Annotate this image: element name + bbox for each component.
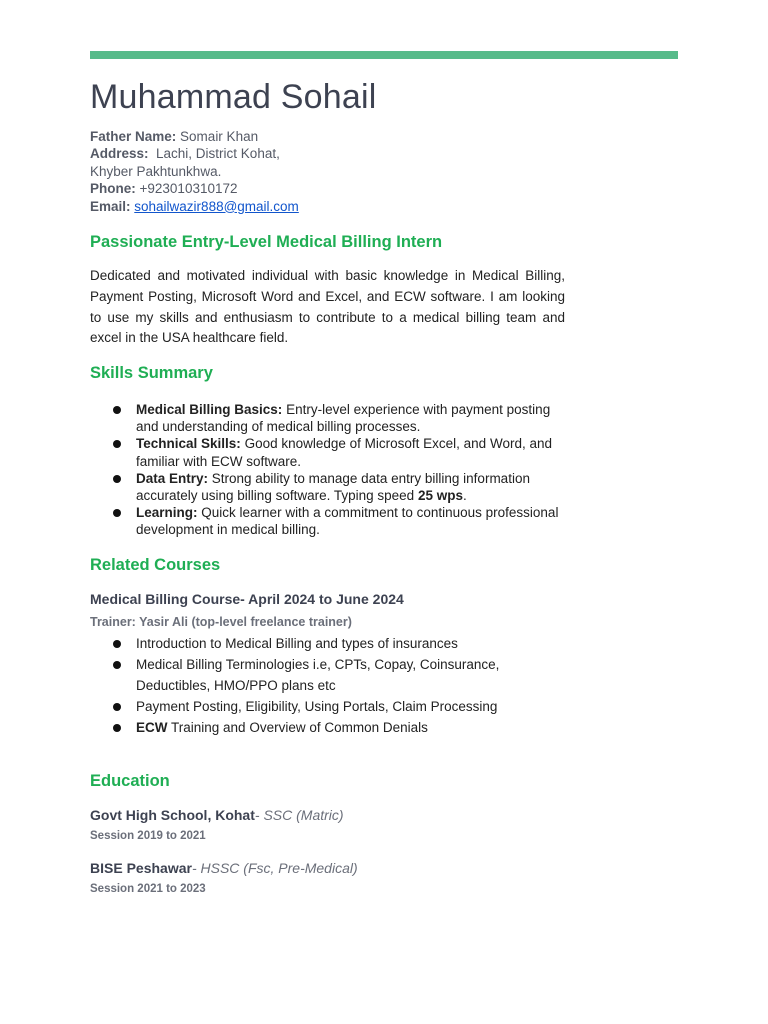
bullet-icon	[113, 509, 121, 517]
course-topics-list	[90, 633, 570, 738]
skills-heading: Skills Summary	[90, 364, 213, 382]
bullet-icon	[113, 661, 121, 669]
school-name: Govt High School, Kohat	[90, 807, 255, 823]
phone-value: +923010310172	[139, 181, 238, 197]
skill-text: Good knowledge of Microsoft Excel, and Word, and familiar with ECW software.	[136, 436, 552, 469]
bullet-icon	[113, 440, 121, 448]
list-item	[90, 504, 570, 538]
email-label: Email:	[90, 198, 131, 214]
skill-label: Technical Skills:	[136, 436, 241, 452]
skill-label: Medical Billing Basics:	[136, 402, 283, 417]
candidate-name: Muhammad Sohail	[90, 78, 377, 116]
header-accent-bar	[90, 51, 678, 59]
education-session-2: Session 2021 to 2023	[90, 883, 206, 895]
course-topic: Introduction to Medical Billing and types of insurances	[136, 636, 458, 651]
address-line1: Lachi, District Kohat,	[156, 146, 280, 162]
school-name: BISE Peshawar	[90, 860, 192, 876]
education-entry-1	[90, 807, 344, 823]
course-topic: Payment Posting, Eligibility, Using Portals, Claim Processing	[136, 699, 498, 714]
education-entry-2	[90, 860, 358, 876]
list-item	[90, 470, 570, 504]
skill-label: Learning:	[136, 505, 198, 521]
skill-text: Strong ability to manage data entry billing information accurately using billing software. Typing speed	[136, 470, 530, 504]
degree-separator: -	[254, 807, 264, 823]
objective-text: Dedicated and motivated individual with basic knowledge in Medical Billing, Payment Posting, Microsoft Word and Excel, and ECW software. I am looking to use my skills and enthusiasm to contribute to a medical billing team and excel in the USA healthcare field.	[90, 268, 565, 346]
course-topic: Training and Overview of Common Denials	[171, 720, 428, 735]
courses-heading: Related Courses	[90, 556, 221, 574]
skill-text: Entry-level experience with payment posting and understanding of medical billing processes.	[136, 402, 551, 435]
address-line2: Khyber Pakhtunkhwa.	[90, 163, 222, 179]
bullet-icon	[113, 703, 121, 711]
list-item	[90, 717, 570, 738]
contact-block	[90, 128, 299, 215]
father-name-label: Father Name:	[90, 129, 177, 144]
course-topic-label: ECW	[136, 720, 168, 735]
objective-heading: Passionate Entry-Level Medical Billing Intern	[90, 233, 443, 251]
address-row	[90, 145, 299, 162]
phone-row	[90, 180, 299, 197]
father-name-value: Somair Khan	[180, 129, 259, 144]
address-label: Address:	[90, 146, 149, 162]
course-trainer: Trainer: Yasir Ali (top-level freelance trainer)	[90, 615, 352, 629]
course-title: Medical Billing Course- April 2024 to June 2024	[90, 591, 404, 607]
email-link[interactable]: sohailwazir888@gmail.com	[134, 198, 299, 214]
list-item	[90, 696, 570, 717]
bullet-icon	[113, 406, 121, 414]
bullet-icon	[113, 724, 121, 732]
list-item	[90, 654, 570, 696]
list-item	[90, 435, 570, 469]
education-heading: Education	[90, 772, 170, 790]
father-name-row	[90, 128, 299, 145]
bullet-icon	[113, 640, 121, 648]
list-item	[90, 633, 570, 654]
skills-list	[90, 401, 570, 539]
bullet-icon	[113, 475, 121, 483]
typing-speed: 25 wps	[417, 488, 463, 504]
skill-label: Data Entry:	[136, 470, 209, 486]
degree-separator: -	[191, 860, 201, 876]
sentence-end: .	[462, 488, 467, 504]
skill-text: Quick learner with a commitment to continuous professional development in medical billing.	[136, 505, 559, 538]
course-topic: Medical Billing Terminologies i.e, CPTs, Copay, Coinsurance, Deductibles, HMO/PPO plans etc	[136, 657, 500, 693]
email-row	[90, 198, 299, 215]
degree-name: SSC (Matric)	[263, 807, 344, 823]
education-session-1: Session 2019 to 2021	[90, 830, 206, 842]
list-item	[90, 401, 570, 435]
phone-label: Phone:	[90, 181, 136, 197]
degree-name: HSSC (Fsc, Pre-Medical)	[200, 860, 358, 876]
